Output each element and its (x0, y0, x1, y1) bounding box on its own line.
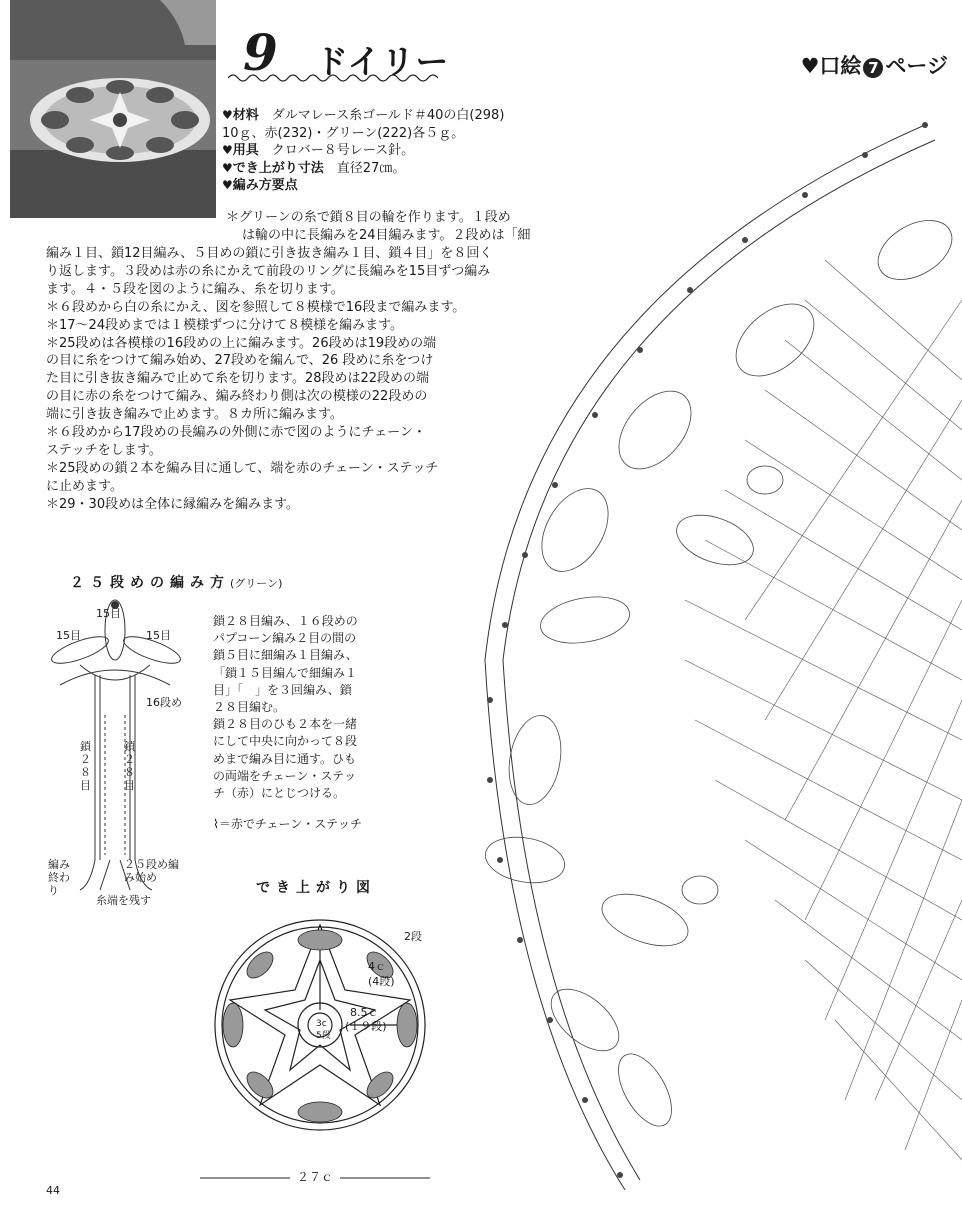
label-15-right: 15目 (146, 629, 171, 642)
label-8-5c: 8.5ｃ (350, 1006, 379, 1019)
label-16dan: 16段め (146, 696, 182, 709)
label-15-left: 15目 (56, 629, 81, 642)
title-underline (228, 72, 438, 84)
label-19dan: (１９段) (345, 1020, 387, 1033)
instructions-body: 編み１目、鎖12目編み、５目めの鎖に引き抜き編み１目、鎖４目」を８回く り返します。３段めは赤の糸にかえて前段のリングに長編みを15目ずつ編み ます。４・５段を図のように編み、糸を切ります。 ＊６段めから白の糸にかえ、図を参照して８模様で16段まで編みます。 ＊17～24段めまでは１模様ずつに分けて８模様を編みます。 ＊25段めは各模様の16段めの上に編みます。26段めは19段めの端 の目に糸をつけて編み始め、27段めを編んで、26 段めに糸をつけ た目に引き抜き編みで止めて糸を切ります。28段めは22段めの端 の目に赤の糸をつけて編み、編み終わり側は次の模様の22段めの 端に引き抜き編みで止めます。８カ所に編みます。 ＊６段めから17段めの長編みの外側に赤で図のようにチェーン・ ステッチをします。 ＊25段めの鎖２本を編み目に通して、端を赤のチェーン・ステッチ に止めます。 ＊29・30段めは全体に縁編みを編みます。 (46, 246, 493, 512)
label-chain-left: 鎖２８目 (80, 740, 91, 792)
row-25-note: 鎖２８目編み、１６段めの パプコーン編み２目の間の 鎖５目に細編み１目編み、 「鎖１５目編んで細編み１ 目」「 」を３回編み、鎖 ２８目編む。 鎖２８目のひも２本を一緒 にして中央に向かって８段 めまで編み目に通す。ひも の両端をチェーン・ステッ チ（赤）にとじつける。 ⌇＝赤でチェーン・ステッチ (213, 614, 363, 832)
label-2dan: 2段 (404, 930, 422, 943)
width-dimension: ２７ｃ (296, 1170, 333, 1184)
label-4dan: (4段) (368, 975, 395, 988)
heart-icon: ♥ (222, 108, 233, 122)
doily-photo (10, 0, 216, 218)
section-25-title: ２５段めの編み方(グリーン) (70, 575, 283, 591)
page-number: 44 (46, 1184, 60, 1197)
instructions-intro: ＊グリーンの糸で鎖８目の輪を作ります。１段め は輪の中に長編みを24目編みます。２段めは「細 (226, 210, 531, 243)
label-start: ２５段め編み始め (124, 858, 179, 884)
label-leave-end: 糸端を残す (96, 894, 151, 907)
label-end: 編み終わり (48, 858, 70, 897)
label-3c: 3c (316, 1019, 327, 1029)
label-chain-right: 鎖２８目 (124, 740, 135, 792)
label-5dan: 5段 (316, 1031, 331, 1041)
pattern-number: 9 (243, 23, 278, 82)
label-15-top: 15目 (96, 607, 121, 620)
heart-icon: ♥ (800, 54, 820, 78)
finished-diagram-title: でき上がり図 (256, 880, 376, 896)
heart-icon: ♥ (222, 160, 233, 175)
materials-block: ♥材料 ダルマレース糸ゴールド＃40の白(298) 10ｇ、赤(232)・グリーン(222)各５ｇ。 ♥用具 クロバー８号レース針。 ♥でき上がり寸法 直径27㎝。 ♥編み方要点 (222, 108, 505, 193)
heart-icon: ♥ (222, 178, 233, 192)
label-4c: 4ｃ (368, 960, 386, 973)
heart-icon: ♥ (222, 143, 233, 157)
page-title: ドイリー (315, 42, 450, 81)
crochet-chart (445, 100, 962, 1200)
photo-reference: ♥口絵 7 ページ (800, 54, 948, 78)
chain-stitch-icon: ⌇ (213, 817, 219, 832)
